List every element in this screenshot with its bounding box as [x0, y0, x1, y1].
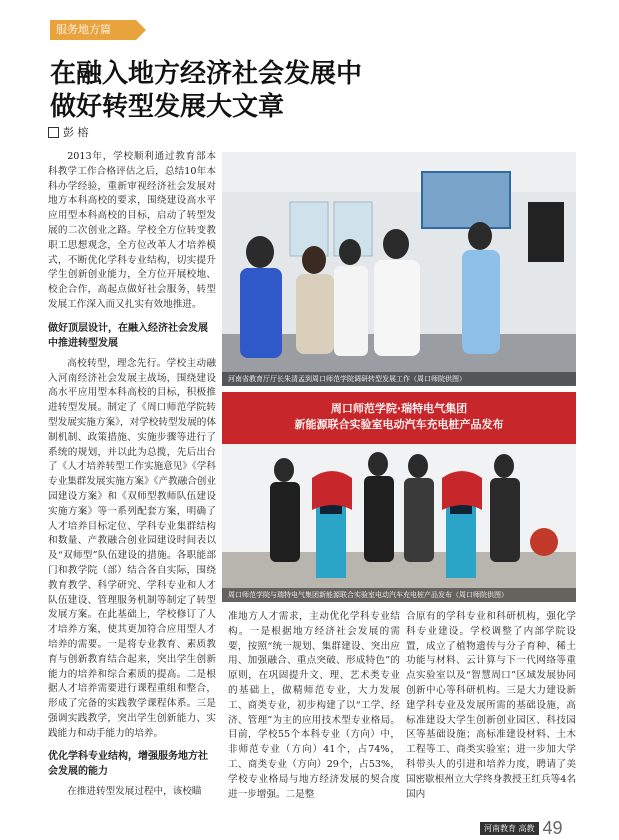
photo-illustration [222, 152, 576, 386]
author-name: 彭 榕 [63, 126, 89, 139]
banner-line-1: 周口师范学院·瑞特电气集团 [330, 402, 468, 415]
photo-product-launch [222, 392, 576, 602]
article-title [50, 58, 362, 124]
column-1 [48, 150, 216, 810]
photo-inspection-visit [222, 152, 576, 386]
title-line-1: 在融入地方经济社会发展中 [50, 59, 363, 89]
page-number: 49 [542, 818, 563, 838]
magazine-name: 河南教育 高教 [480, 822, 539, 835]
photo-caption: 周口师范学院与瑞特电气集团新能源联合实验室电动汽车充电桩产品发布（周口师院供图） [222, 588, 576, 602]
paragraph: 合原有的学科专业和科研机构，强化学科专业建设。学校调整了内部学院设置，成立了植物遗传与分子育种、稀土功能与材料、云计算与下一代网络等重点实验室以及“智慧周口”区域发展协同创新中心等科研机构。三是大力建设新建学科专业及发展所需的基础设施，高标准建设大学生创新创业园区、科技园区等基础设施；高标准建设材料、土木工程等工、商类实验室；进一步加大学科带头人的引进和培养力度，聘请了美国密歇根州立大学终身教授王红兵等4名国内 [406, 611, 576, 800]
column-2 [228, 610, 400, 810]
section-heading: 优化学科专业结构，增强服务地方社会发展的能力 [48, 751, 208, 778]
paragraph: 高校转型，理念先行。学校主动融入河南经济社会发展主战场，围绕建设高水平应用型本科高校的目标，积极推进转型发展。制定了《周口师范学院转型发展实施方案》，对学校转型发展的体制机制、政策措施、实施步骤等进行了系统的规划，并以此为总揽，先后出台了《人才培养转型工作实施意见》《学科专业集群发展实施方案》《产教融合创业园建设方案》和《双师型教师队伍建设实施方案》等一系列配套方案，明确了人才培养目标定位、学科专业集群结构和数量、产教融合创业园建设时间表以及“双师型”队伍建设的措施。各职能部门和教学院（部）结合各自实际，围绕教育教学、科学研究、学科专业和人才队伍建设、管理服务机制等制定了转型发展方案。在此基础上，学校修订了人才培养方案，使其更加符合应用型人才培养的需要。一是将专业教育、素质教育与创新教育结合起来，突出学生创新能力的培养和综合素质的提高。二是根据人才培养需要进行课程重组和整合，形成了完备的实践教学课程体系。三是强调实践教学，突出学生创新能力、实践能力和动手能力的培养。 [48, 357, 216, 739]
event-banner [222, 392, 576, 444]
byline-box-icon [48, 127, 59, 138]
column-3 [406, 610, 576, 810]
paragraph: 准地方人才需求，主动优化学科专业结构。一是根据地方经济社会发展的需要，按照“统一规划、集群建设、突出应用、加强融合、重点突破、形成特色”的原则，在巩固提升文、理、艺术类专业的基础上，做精师范专业，大力发展工、商类专业，初步构建了以“工学、经济、管理”为主的应用技术型专业格局。目前，学校55个本科专业（方向）中，非师范专业（方向）41个，占74%，工、商类专业（方向）29个，占53%，学校专业格局与地方经济发展的契合度进一步增强。二是整 [228, 611, 400, 800]
section-heading: 做好顶层设计，在融入经济社会发展中推进转型发展 [48, 322, 208, 349]
photo-caption: 河南省教育厅厅长朱清孟到周口师范学院调研转型发展工作（周口师院供图） [222, 372, 576, 386]
title-line-2: 做好转型发展大文章 [50, 92, 285, 122]
paragraph: 2013年，学校顺利通过教育部本科教学工作合格评估之后，总结10年本科办学经验，重新审视经济社会发展对地方本科高校的要求，围绕建设高水平应用型本科高校的目标，启动了转型发展的二次创业之路。学校全方位转变教职工思想观念，全方位改革人才培养模式，不断优化学科专业结构，切实提升学生创新创业能力，全方位开展校地、校企合作，高起点做好社会服务，转型发展工作深入而又扎实有效地推进。 [48, 151, 216, 310]
section-tag: 服务地方篇 [50, 20, 136, 40]
paragraph: 在推进转型发展过程中，该校瞄 [67, 786, 202, 798]
page-footer [480, 818, 563, 839]
banner-line-2: 新能源联合实验室电动汽车充电桩产品发布 [294, 418, 504, 431]
author-byline [48, 124, 89, 140]
